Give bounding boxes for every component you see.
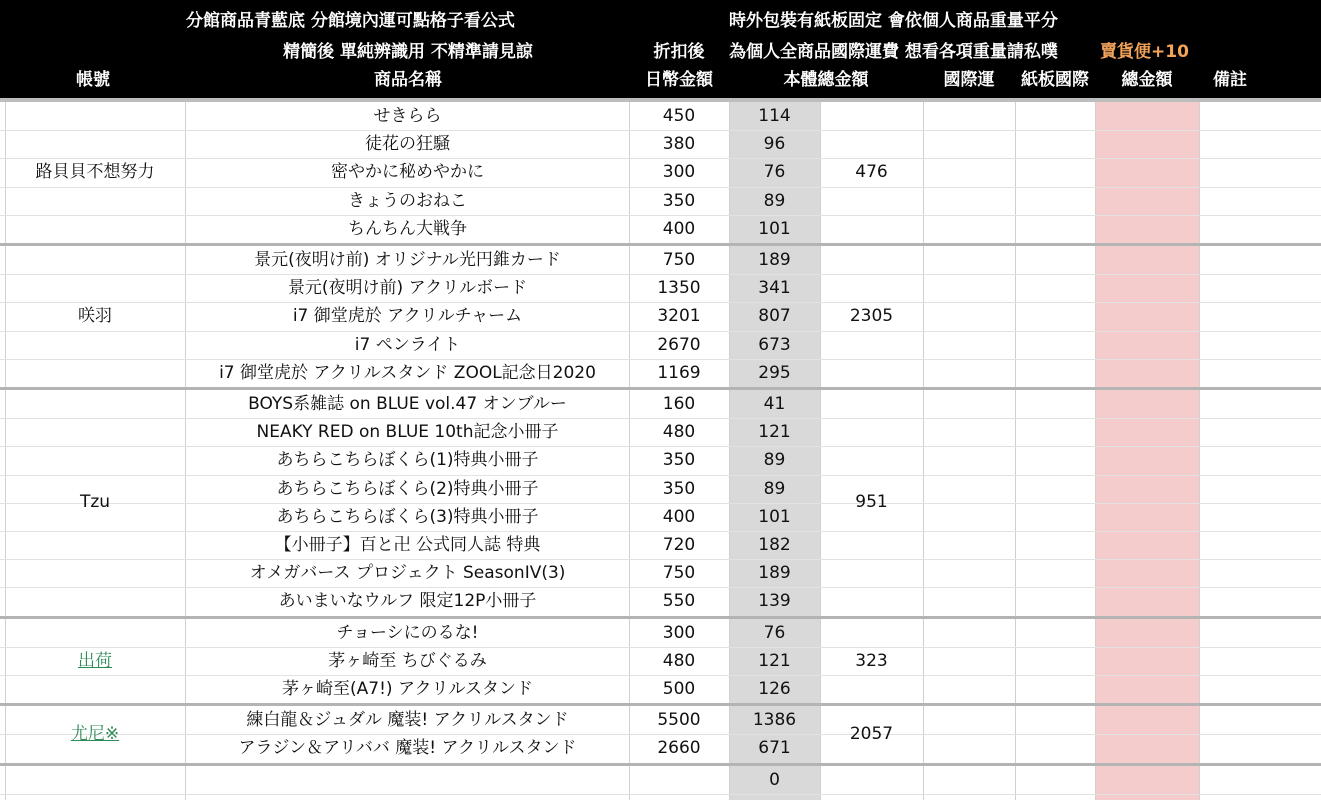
table-row	[0, 647, 1321, 676]
column-header-account: 帳號	[76, 70, 110, 90]
converted-amount-cell[interactable]: 121	[758, 650, 791, 671]
header-note-simplified: 精簡後 單純辨識用 不精準請見諒	[283, 42, 533, 62]
yen-price-cell[interactable]: 5500	[657, 710, 701, 731]
converted-amount-cell[interactable]: 89	[763, 190, 786, 211]
product-name-cell[interactable]: あいまいなウルフ 限定12P小冊子	[278, 591, 537, 612]
yen-price-cell[interactable]: 2670	[657, 334, 701, 355]
converted-amount-cell[interactable]: 126	[758, 679, 791, 699]
yen-price-cell[interactable]: 750	[662, 250, 696, 270]
subtotal-cell[interactable]: 2305	[849, 306, 894, 326]
product-name-cell[interactable]: オメガバース プロジェクト SeasonIV(3)	[249, 563, 566, 584]
product-name-cell[interactable]: 【小冊子】百と卍 公式同人誌 特典	[274, 535, 541, 555]
yen-price-cell[interactable]: 480	[662, 422, 696, 443]
subtotal-cell[interactable]: 323	[855, 650, 888, 671]
table-row	[0, 734, 1321, 763]
table-row	[0, 130, 1321, 159]
converted-amount-cell[interactable]: 114	[758, 106, 791, 126]
subtotal-cell[interactable]: 951	[855, 492, 888, 512]
product-name-cell[interactable]: 茅ヶ崎至(A7!) アクリルスタンド	[282, 679, 533, 699]
header-note-intl-shipping: 為個人全商品國際運費 想看各項重量請私噗	[729, 42, 1058, 62]
account-cell[interactable]	[5, 102, 185, 243]
column-header-note: 備註	[1213, 70, 1247, 90]
table-row	[0, 246, 1321, 275]
product-name-cell[interactable]: i7 御堂虎於 アクリルスタンド ZOOL記念日2020	[219, 362, 596, 383]
table-row	[0, 390, 1321, 419]
table-row	[0, 446, 1321, 475]
subtotal-cell[interactable]: 476	[855, 162, 888, 182]
converted-amount-cell[interactable]: 189	[758, 563, 791, 584]
sheet-header	[0, 0, 1321, 98]
table-row	[0, 418, 1321, 447]
converted-amount-cell[interactable]: 1386	[752, 710, 797, 731]
account-name[interactable]: 出荷	[78, 650, 112, 671]
product-name-cell[interactable]: 景元(夜明け前) アクリルボード	[287, 278, 528, 299]
table-row	[0, 274, 1321, 303]
header-note-branch: 分館商品青藍底 分館境內運可點格子看公式	[186, 11, 515, 31]
yen-price-cell[interactable]: 350	[662, 190, 696, 211]
converted-amount-cell[interactable]: 89	[763, 478, 786, 499]
table-row	[0, 559, 1321, 588]
yen-price-cell[interactable]: 300	[662, 622, 696, 643]
product-name-cell[interactable]: BOYS系雑誌 on BLUE vol.47 オンブルー	[248, 394, 567, 414]
yen-price-cell[interactable]: 2660	[657, 738, 701, 759]
account-cell[interactable]	[5, 706, 185, 762]
product-name-cell[interactable]: あちらこちらぼくら(2)特典小冊子	[276, 478, 539, 499]
account-name: Tzu	[79, 492, 111, 512]
table-row	[0, 331, 1321, 360]
converted-amount-cell[interactable]: 0	[769, 769, 780, 790]
column-header-yen: 日幣金額	[645, 70, 713, 90]
product-name-cell[interactable]: i7 御堂虎於 アクリルチャーム	[292, 306, 523, 327]
product-name-cell[interactable]: 茅ヶ崎至 ちびぐるみ	[328, 650, 487, 671]
table-row	[0, 619, 1321, 648]
converted-amount-cell[interactable]: 182	[758, 535, 791, 555]
yen-price-cell[interactable]: 3201	[657, 306, 701, 327]
yen-price-cell[interactable]: 380	[662, 134, 696, 155]
converted-amount-cell[interactable]: 89	[763, 450, 786, 471]
converted-amount-cell[interactable]: 76	[763, 162, 786, 183]
product-name-cell[interactable]: 景元(夜明け前) オリジナル光円錐カード	[254, 250, 561, 270]
table-row	[0, 102, 1321, 131]
table-row	[0, 302, 1321, 331]
yen-price-cell[interactable]: 450	[662, 106, 696, 126]
yen-price-cell[interactable]: 350	[662, 450, 696, 471]
product-name-cell[interactable]: 密やかに秘めやかに	[331, 162, 484, 183]
header-note-delivery-fee: 賣貨便+10	[1100, 42, 1189, 62]
yen-price-cell[interactable]: 350	[662, 478, 696, 499]
subtotal-cell[interactable]: 2057	[849, 724, 894, 745]
account-cell[interactable]	[5, 390, 185, 616]
column-header-total: 總金額	[1121, 70, 1173, 90]
product-name-cell[interactable]: ちんちん大戦争	[348, 218, 467, 239]
product-name-cell[interactable]: あちらこちらぼくら(3)特典小冊子	[276, 506, 539, 527]
converted-amount-cell[interactable]: 673	[758, 334, 791, 355]
column-header-product: 商品名稱	[374, 70, 442, 90]
account-cell[interactable]	[5, 246, 185, 387]
table-row	[0, 675, 1321, 704]
column-header-board-intl: 紙板國際	[1021, 70, 1089, 90]
converted-amount-cell[interactable]: 41	[763, 394, 786, 414]
converted-amount-cell[interactable]: 76	[763, 622, 786, 643]
yen-price-cell[interactable]: 160	[662, 394, 696, 414]
column-header-intl-shipping: 國際運	[943, 70, 995, 90]
converted-amount-cell[interactable]: 96	[763, 134, 786, 155]
product-name-cell[interactable]: あちらこちらぼくら(1)特典小冊子	[276, 450, 539, 471]
account-name: 咲羽	[78, 306, 112, 326]
converted-amount-cell[interactable]: 101	[758, 506, 791, 527]
product-name-cell[interactable]: せきらら	[373, 106, 442, 126]
converted-amount-cell[interactable]: 101	[758, 218, 791, 239]
account-name: 路貝貝不想努力	[35, 162, 155, 182]
account-name[interactable]: 尤尼※	[70, 724, 120, 745]
product-name-cell[interactable]: きょうのおねこ	[348, 190, 467, 211]
product-name-cell[interactable]: アラジン＆アリババ 魔装! アクリルスタンド	[238, 738, 577, 759]
yen-price-cell[interactable]: 550	[662, 591, 696, 612]
yen-price-cell[interactable]: 720	[662, 535, 696, 555]
yen-price-cell[interactable]: 480	[662, 650, 696, 671]
table-row	[0, 359, 1321, 388]
converted-amount-cell[interactable]: 295	[758, 362, 791, 383]
table-row	[0, 215, 1321, 244]
product-name-cell[interactable]: 練白龍＆ジュダル 魔装! アクリルスタンド	[246, 710, 569, 731]
table-row	[0, 475, 1321, 504]
product-name-cell[interactable]: チョーシにのるな!	[336, 622, 479, 643]
converted-amount-cell[interactable]: 807	[758, 306, 791, 327]
yen-price-cell[interactable]: 1350	[657, 278, 701, 299]
product-name-cell[interactable]: i7 ペンライト	[354, 334, 461, 355]
converted-amount-cell[interactable]: 189	[758, 250, 791, 270]
yen-price-cell[interactable]: 1169	[657, 362, 701, 383]
product-name-cell[interactable]: 徒花の狂騒	[365, 134, 450, 155]
yen-price-cell[interactable]: 750	[662, 563, 696, 584]
table-row	[0, 531, 1321, 560]
converted-amount-cell[interactable]: 139	[758, 591, 791, 612]
product-name-cell[interactable]: NEAKY RED on BLUE 10th記念小冊子	[256, 422, 559, 443]
column-header-subtotal: 本體總金額	[783, 70, 869, 90]
table-row	[0, 503, 1321, 532]
header-note-discount: 折扣後	[653, 42, 705, 62]
yen-price-cell[interactable]: 500	[662, 679, 696, 699]
converted-amount-cell[interactable]: 341	[758, 278, 791, 299]
converted-amount-cell[interactable]: 121	[758, 422, 791, 443]
header-note-packaging: 時外包裝有紙板固定 會依個人商品重量平分	[729, 11, 1058, 31]
table-row	[0, 158, 1321, 187]
yen-price-cell[interactable]: 400	[662, 218, 696, 239]
table-row	[0, 187, 1321, 216]
yen-price-cell[interactable]: 300	[662, 162, 696, 183]
table-row	[0, 587, 1321, 616]
table-row	[0, 766, 1321, 795]
table-row	[0, 706, 1321, 735]
account-cell[interactable]	[5, 619, 185, 704]
converted-amount-cell[interactable]: 671	[758, 738, 791, 759]
yen-price-cell[interactable]: 400	[662, 506, 696, 527]
